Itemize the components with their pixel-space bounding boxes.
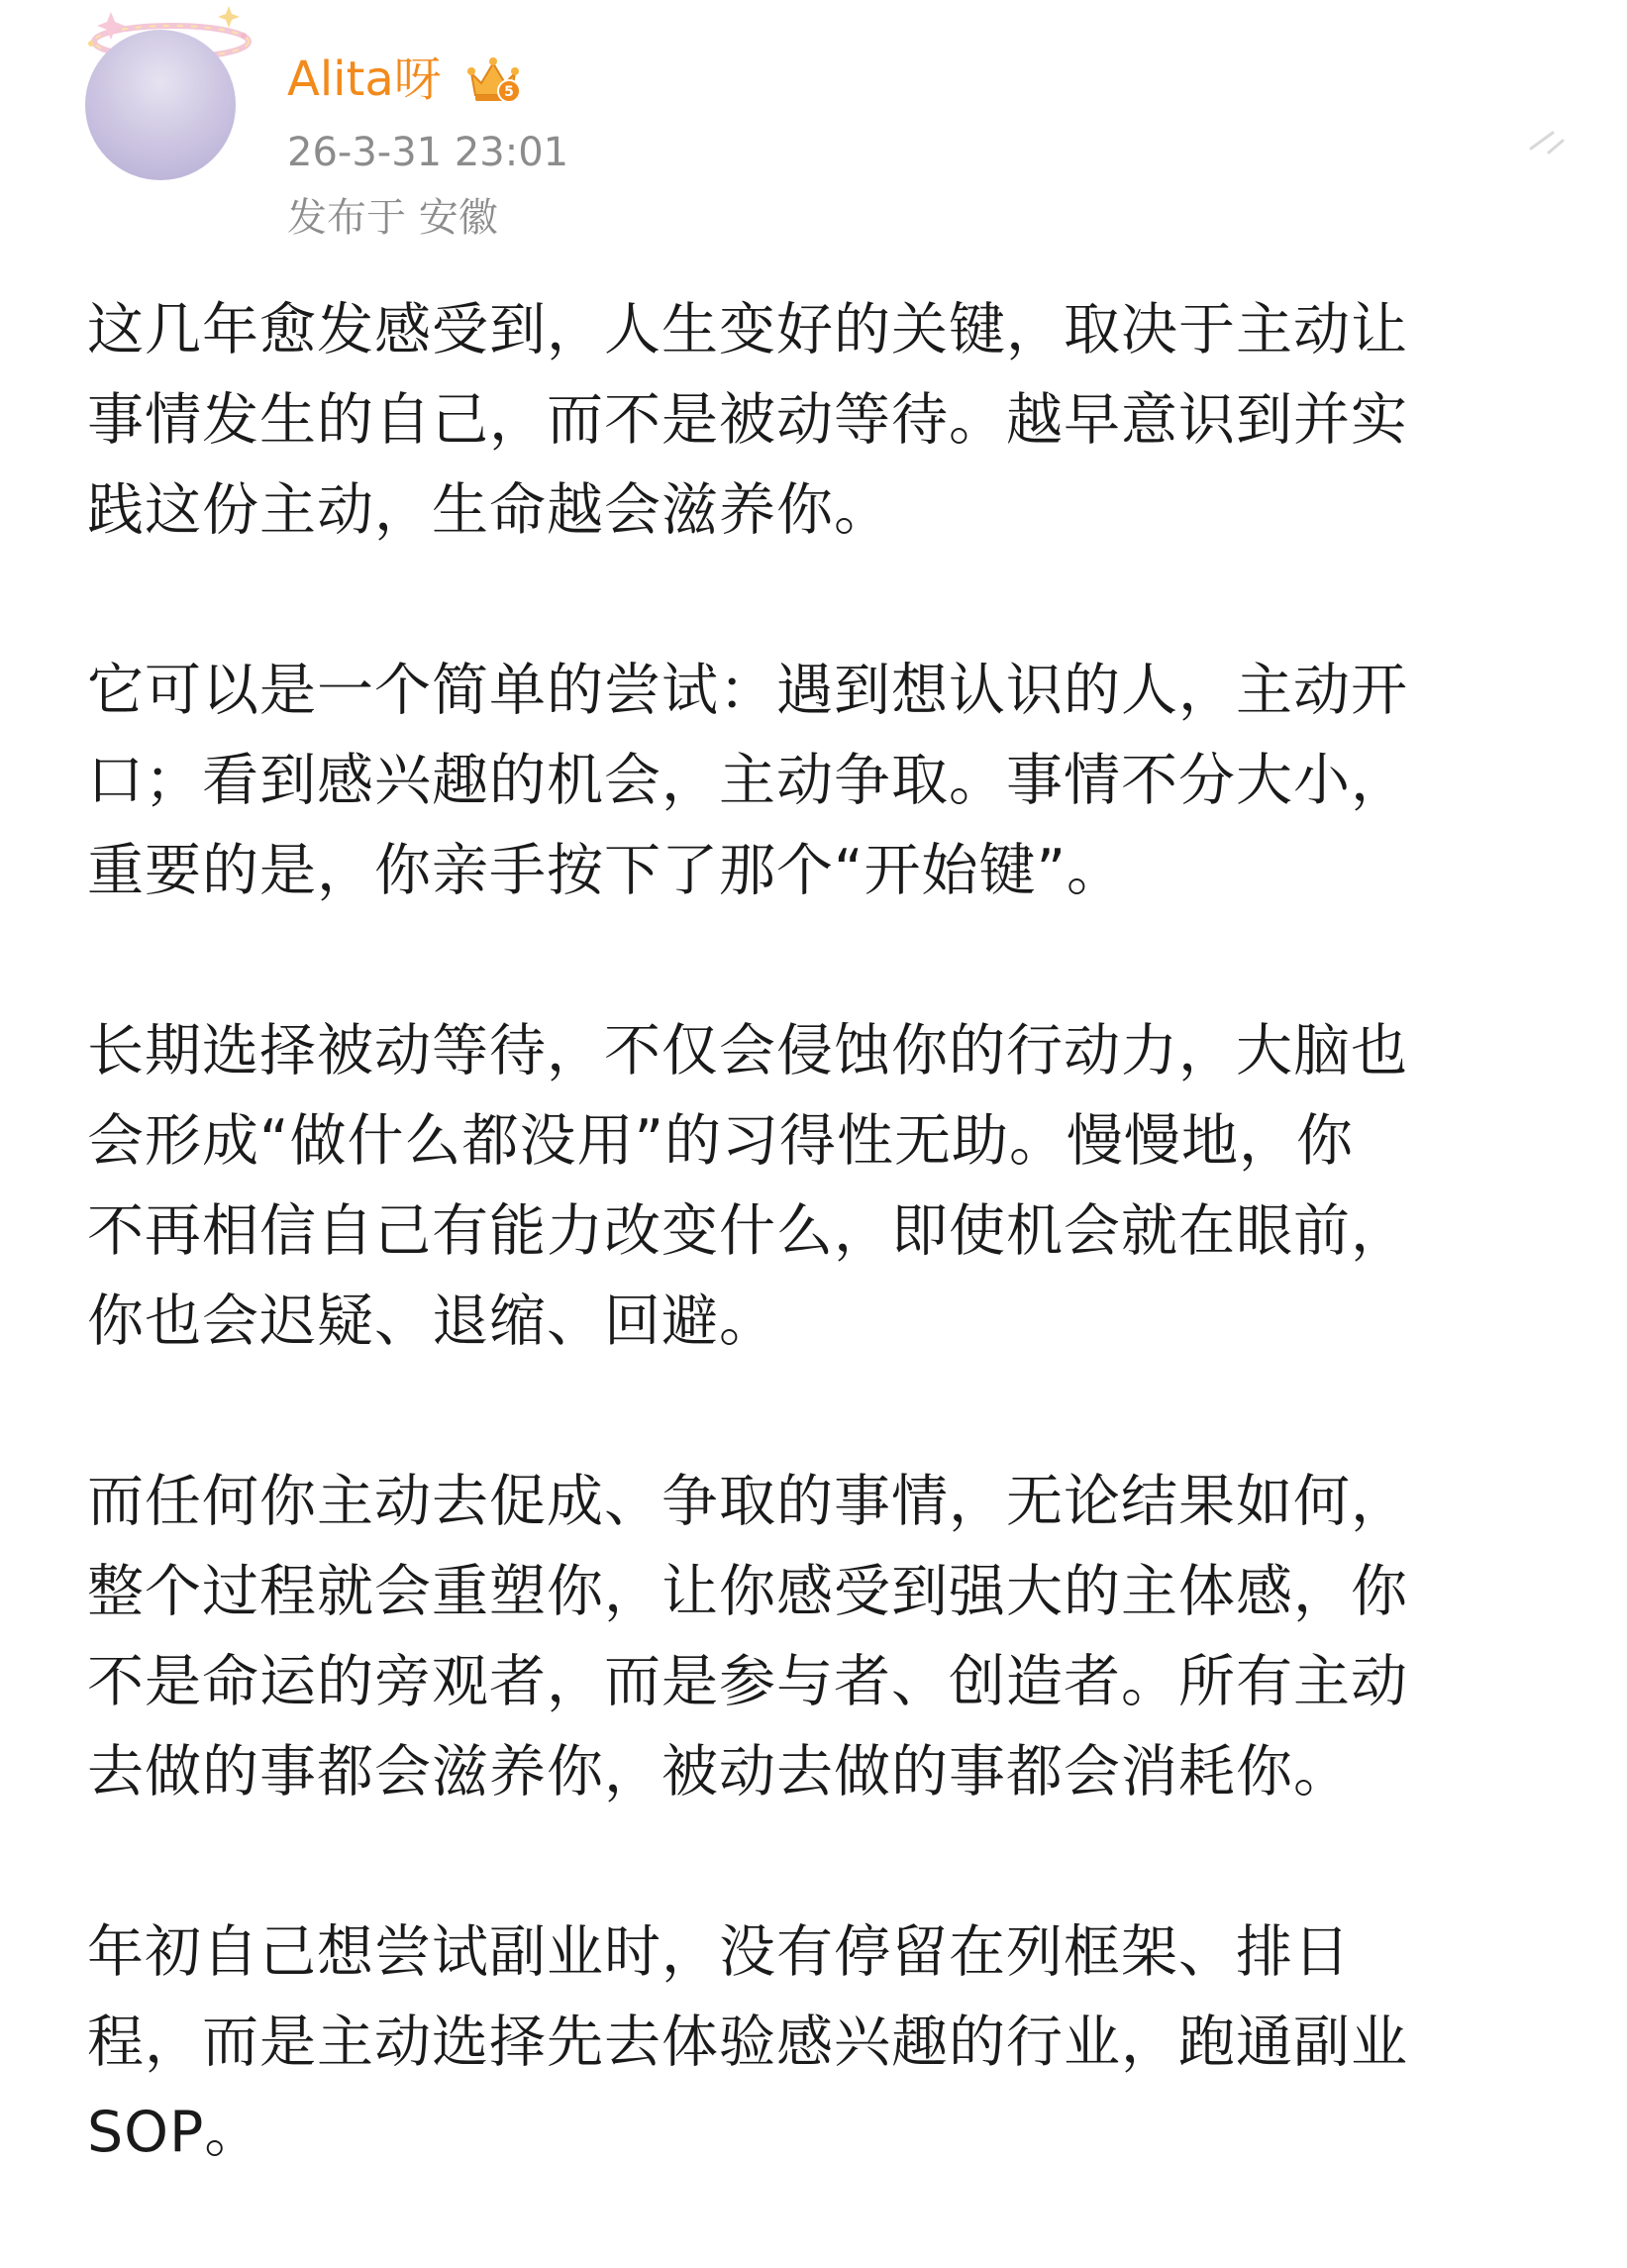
post-paragraph — [87, 285, 1573, 556]
post-paragraph — [87, 1457, 1573, 1817]
post-location: 发布于 安徽 — [287, 195, 498, 241]
post-header — [0, 0, 1627, 248]
chevron-down-icon[interactable] — [1523, 123, 1569, 162]
post-paragraph — [87, 1907, 1573, 2178]
text-line: 而任何你主动去促成、争取的事情，无论结果如何， — [87, 1469, 1408, 1534]
text-line: 口；看到感兴趣的机会，主动争取。事情不分大小， — [87, 748, 1408, 813]
text-line: 事情发生的自己，而不是被动等待。越早意识到并实 — [87, 387, 1408, 453]
post-paragraph — [87, 1006, 1573, 1367]
author-name[interactable]: Alita呀 — [287, 52, 442, 107]
text-line: SOP。 — [87, 2100, 262, 2165]
vip-level: 5 — [504, 84, 514, 100]
text-line: 你也会迟疑、退缩、回避。 — [87, 1289, 776, 1354]
avatar-image — [85, 30, 236, 180]
post-timestamp: 26-3-31 23:01 — [287, 130, 569, 175]
text-line: 这几年愈发感受到，人生变好的关键，取决于主动让 — [87, 297, 1408, 362]
post-paragraph — [87, 646, 1573, 916]
text-line: 去做的事都会滋养你，被动去做的事都会消耗你。 — [87, 1739, 1351, 1804]
text-line: 会形成“做什么都没用”的习得性无助。慢慢地，你 — [87, 1108, 1355, 1174]
text-line: 程，而是主动选择先去体验感兴趣的行业，跑通副业 — [87, 2010, 1408, 2075]
post-body — [87, 285, 1573, 2268]
text-line: 它可以是一个简单的尝试：遇到想认识的人，主动开 — [87, 658, 1408, 723]
text-line: 不再相信自己有能力改变什么，即使机会就在眼前， — [87, 1198, 1408, 1264]
text-line: 重要的是，你亲手按下了那个“开始键”。 — [87, 838, 1125, 903]
text-line: 不是命运的旁观者，而是参与者、创造者。所有主动 — [87, 1649, 1408, 1714]
avatar[interactable] — [71, 0, 269, 198]
text-line: 长期选择被动等待，不仅会侵蚀你的行动力，大脑也 — [87, 1018, 1408, 1083]
text-line: 整个过程就会重塑你，让你感受到强大的主体感，你 — [87, 1559, 1408, 1624]
text-line: 年初自己想尝试副业时，没有停留在列框架、排日 — [87, 1919, 1351, 1985]
text-line: 践这份主动，生命越会滋养你。 — [87, 477, 891, 543]
crown-badge-icon — [463, 52, 523, 107]
